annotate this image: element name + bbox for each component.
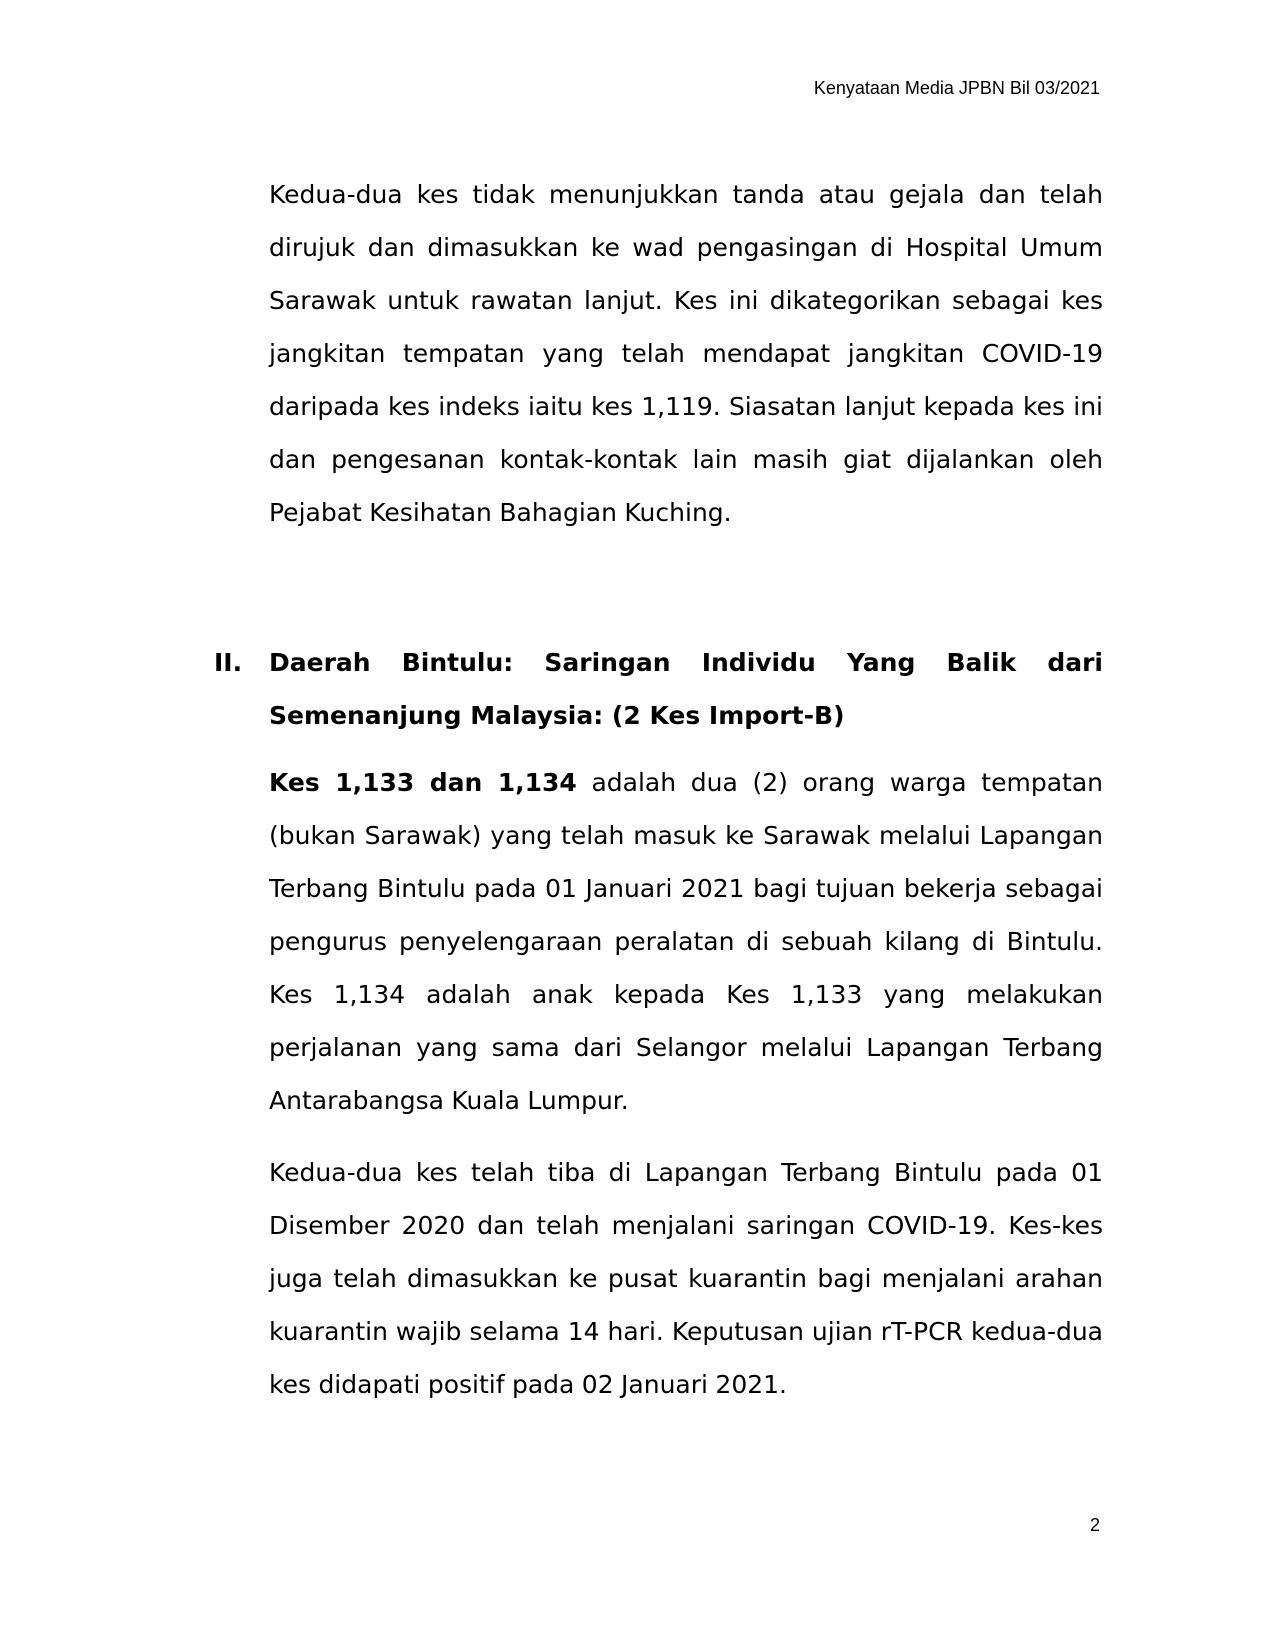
page-number: 2 [1089,1515,1100,1535]
section-title: Daerah Bintulu: Saringan Individu Yang Balik dari Semenanjung Malaysia: (2 Kes Import-B) [269,648,1103,730]
document-header: Kenyataan Media JPBN Bil 03/2021 [813,78,1100,98]
section-heading [214,636,1103,742]
paragraph-case-details: Kedua-dua kes tidak menunjukkan tanda atau gejala dan telah dirujuk dan dimasukkan ke wad pengasingan di Hospital Umum Sarawak untuk rawatan lanjut. Kes ini dikategorikan sebagai kes jangkitan tempatan yang telah mendapat jangkitan COVID-19 daripada kes indeks iaitu kes 1,119. Siasatan lanjut kepada kes ini dan pengesanan kontak-kontak lain masih giat dijalankan oleh Pejabat Kesihatan Bahagian Kuching. [269,180,1103,527]
section-number: II. [214,648,243,677]
paragraph-screening-results: Kedua-dua kes telah tiba di Lapangan Terbang Bintulu pada 01 Disember 2020 dan telah menjalani saringan COVID-19. Kes-kes juga telah dimasukkan ke pusat kuarantin bagi menjalani arahan kuarantin wajib selama 14 hari. Keputusan ujian rT-PCR kedua-dua kes didapati positif pada 02 Januari 2021. [269,1158,1103,1399]
paragraph-case-description [269,756,1103,1127]
case-numbers-lead: Kes 1,133 dan 1,134 [269,768,577,797]
case-description-text: adalah dua (2) orang warga tempatan (bukan Sarawak) yang telah masuk ke Sarawak melalui Lapangan Terbang Bintulu pada 01 Januari 2021 bagi tujuan bekerja sebagai pengurus penyelengaraan peralatan di sebuah kilang di Bintulu. Kes 1,134 adalah anak kepada Kes 1,133 yang melakukan perjalanan yang sama dari Selangor melalui Lapangan Terbang Antarabangsa Kuala Lumpur. [269,768,1103,1115]
